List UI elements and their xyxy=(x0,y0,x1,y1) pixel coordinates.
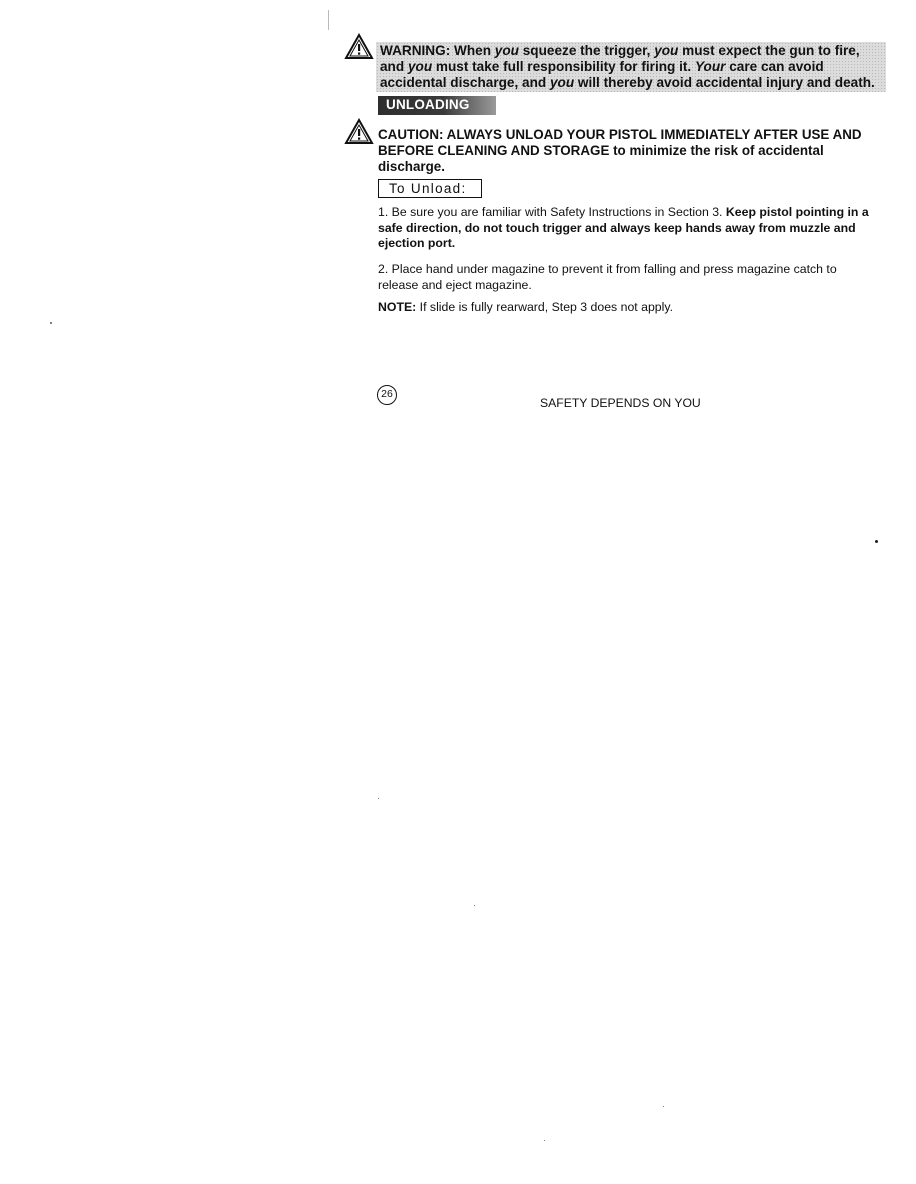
note-label: NOTE: xyxy=(378,300,417,314)
caution-text: CAUTION: ALWAYS UNLOAD YOUR PISTOL IMMEDIATELY AFTER USE AND BEFORE CLEANING AND STORAGE to minimize the risk of accidental discharge. xyxy=(378,127,862,174)
step-2: 2. Place hand under magazine to prevent it from falling and press magazine catch to release and eject magazine. xyxy=(378,262,837,292)
section-title: UNLOADING xyxy=(386,97,470,112)
step-1: 1. Be sure you are familiar with Safety Instructions in Section 3. Keep pistol pointing in a safe direction, do not touch trigger and always keep hands away from muzzle and ejection port. xyxy=(378,205,869,250)
caution-triangle-icon xyxy=(344,118,374,145)
subheading-box xyxy=(378,179,482,198)
footer-text: SAFETY DEPENDS ON YOU xyxy=(540,396,701,410)
scan-speck xyxy=(474,905,475,906)
scan-speck xyxy=(663,1106,664,1107)
page-number: 26 xyxy=(377,385,397,405)
scan-speck xyxy=(50,322,52,324)
scan-speck xyxy=(544,1140,545,1141)
scan-speck xyxy=(875,540,878,543)
scan-speck xyxy=(328,10,329,30)
warning-box xyxy=(376,42,886,92)
subheading: To Unload: xyxy=(389,181,467,196)
warning-triangle-icon xyxy=(344,33,374,60)
section-title-band xyxy=(378,96,496,115)
scan-speck xyxy=(378,798,379,799)
warning-line-1: WARNING: When you squeeze the trigger, you must expect the gun to fire, xyxy=(380,43,860,58)
warning-line-2: and you must take full responsibility for firing it. Your care can avoid xyxy=(380,59,824,74)
warning-line-3: accidental discharge, and you will thereby avoid accidental injury and death. xyxy=(380,75,875,90)
note: NOTE: If slide is fully rearward, Step 3 does not apply. xyxy=(378,300,674,314)
